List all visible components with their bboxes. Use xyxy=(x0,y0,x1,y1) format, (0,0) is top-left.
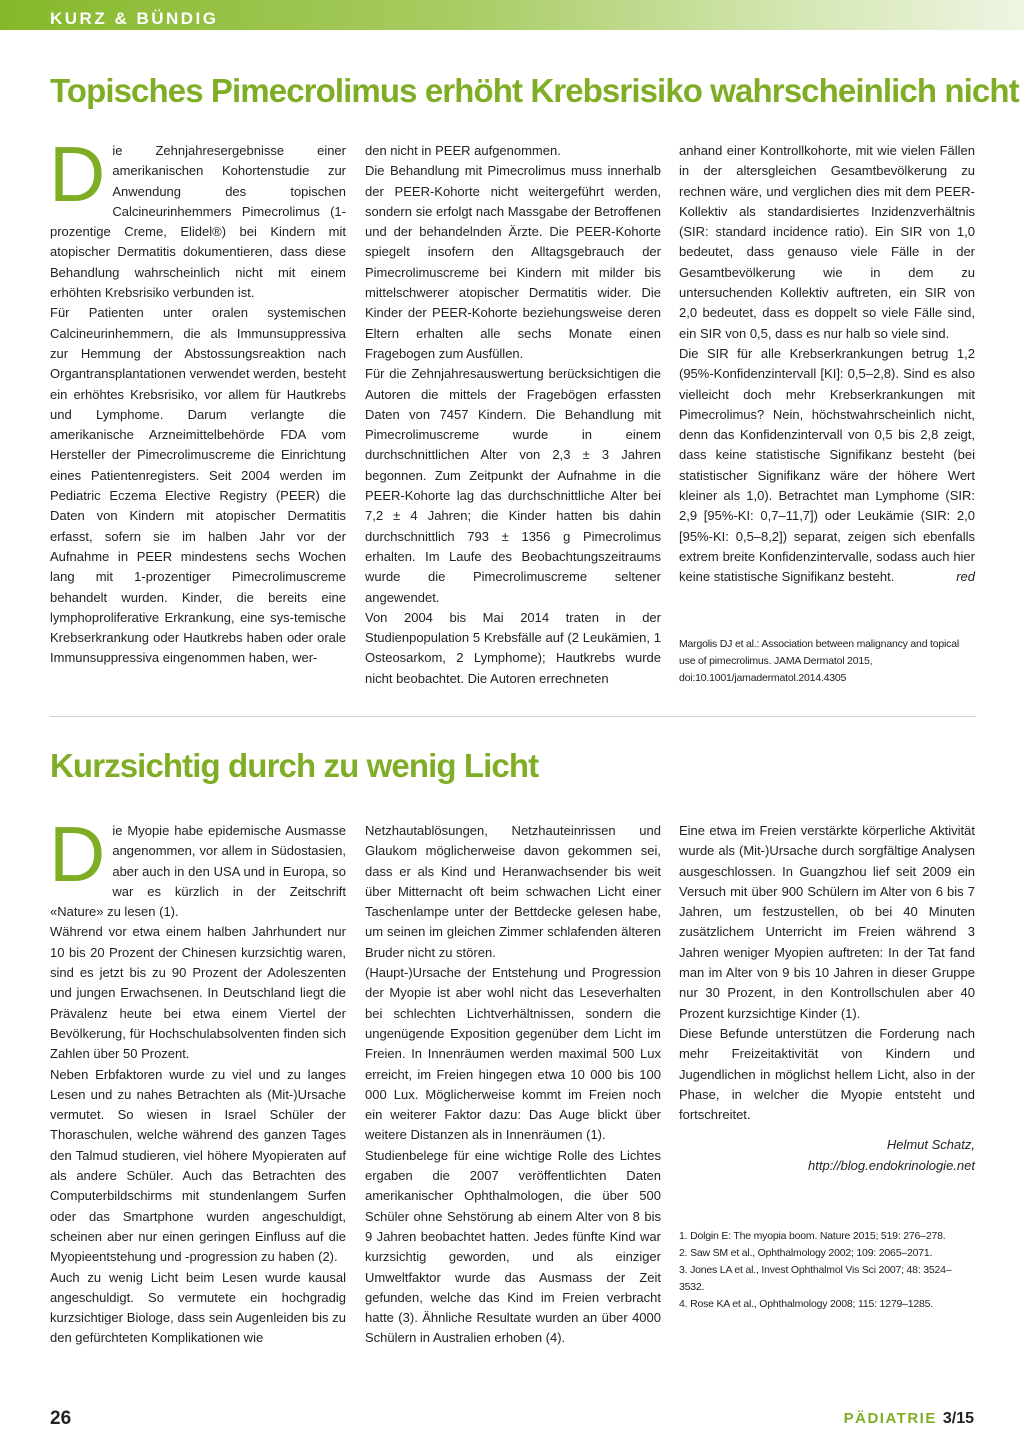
article2-author: Helmut Schatz, xyxy=(886,1137,975,1153)
article1-dropcap: D xyxy=(49,130,106,218)
paragraph: Von 2004 bis Mai 2014 traten in der Studienpopulation 5 Krebsfälle auf (2 Leukämien, 1 Osteosarkom, 2 Lymphome); Hautkrebs wurde nicht beobachtet. Die Autoren errechneten xyxy=(365,609,661,686)
article2-author-url: http://blog.endokrinologie.net xyxy=(808,1157,975,1173)
section-divider xyxy=(50,716,976,717)
section-label: KURZ & BÜNDIG xyxy=(50,9,219,28)
paragraph: (Haupt-)Ursache der Entstehung und Progression der Myopie ist aber wohl nicht das Leseverhalten bei schlechten Lichtverhältnissen, sondern die ungenügende Exposition gegenüber dem Licht im Freien. In Innenräumen werden maximal 500 Lux erreicht, im Freien hingegen etwa 10 000 bis 100 000 Lux. Möglicherweise kommt im Freien noch ein weiterer Faktor dazu: Das Auge blickt über weitere Distanzen als in Innenräumen (1). xyxy=(365,965,661,1143)
paragraph: Die Behandlung mit Pimecrolimus muss innerhalb der PEER-Kohorte nicht weitergeführt werden, sondern sie erfolgt nach Massgabe der Betroffenen und der behandelnden Ärzte. Die PEER-Kohorte spiegelt insofern den Alltagsgebrauch der Pimecrolimuscreme bei Kindern mit milder bis mittelschwerer atopischer Dermatitis wider. Die Kinder der PEER-Kohorte beziehungsweise deren Eltern erhalten alle sechs Monate einen Fragebogen zum Ausfüllen. xyxy=(365,163,661,361)
paragraph: Für Patienten unter oralen systemischen Calcineurinhemmern, die als Immunsuppressiva zur Hemmung der Abstossungsreaktion nach Organtransplantationen verwendet werden, besteht ein erhöhtes Krebsrisiko, vor allem für Hautkrebs und Lymphome. Darum verlangte die amerikanische Arzneimittelbehörde FDA vom Hersteller der Pimecrolimuscreme die Einrichtung eines Patientenregisters. Seit 2004 werden im Pediatric Eczema Elective Registry (PEER) die Daten von Kindern mit atopischer Dermatitis erfasst, sofern sie im halben Jahr vor der Aufnahme in PEER mindestens sechs Wochen lang mit 1-prozentiger Pimecrolimuscreme behandelt wurden. Kinder, die bereits eine lymphoproliferative Erkrankung, eine sys-temische Krebserkrankung oder Hautkrebs haben oder orale Immunsuppressiva eingenommen haben, wer- xyxy=(50,305,346,666)
article2-title: Kurzsichtig durch zu wenig Licht xyxy=(50,747,539,784)
paragraph: Die SIR für alle Krebserkrankungen betrug 1,2 (95%-Konfidenzintervall [KI]: 0,5–2,8). Sind es also vielleicht doch mehr Krebserkrankungen mit Pimecrolimus? Nein, höchstwahrscheinlich nicht, denn das Konfidenzintervall von 0,5 bis 2,8 zeigt, dass keine statistische Signifikanz besteht (bei statistischer Signifikanz wäre der höhere Wert kleiner als 1,0). Betrachtet man Lymphome (SIR: 2,9 [95%-KI: 0,7–11,7]) oder Leukämie (SIR: 2,0 [95%-KI: 0,5–8,2]) separat, zeigen sich ebenfalls extrem breite Konfidenzintervalle, sodass auch hier keine statistische Signifikanz besteht. xyxy=(679,345,975,585)
article1-column-2 xyxy=(365,141,661,689)
reference-item: 1. Dolgin E: The myopia boom. Nature 2015; 519: 276–278. xyxy=(679,1230,946,1242)
paragraph: ie Myopie habe epidemische Ausmasse angenommen, vor allem in Südostasien, aber auch in den USA und in Europa, so war es kürzlich in der Zeitschrift «Nature» zu lesen (1). xyxy=(50,823,346,920)
article1-column-1 xyxy=(49,130,346,669)
paragraph: anhand einer Kontrollkohorte, mit wie vielen Fällen in der altersgleichen Gesamtbevölkerung zu rechnen wäre, und verglichen dies mit dem PEER-Kollektiv als standardisiertes Inzidenzverhältnis (SIR: standard incidence ratio). Ein SIR von 1,0 bedeutet, dass genauso viele Fälle in der Gesamtbevölkerung wie in dem zu untersuchenden Kollektiv auftreten, ein SIR von 2,0 bedeutet, dass es doppelt so viele Fälle sind, ein SIR von 0,5, dass es nur halb so viele sind. xyxy=(679,143,975,341)
paragraph: Diese Befunde unterstützen die Forderung nach mehr Freizeitaktivität von Kindern und Jugendlichen in möglichst hellem Licht, also in der Phase, in welcher die Myopie entsteht und fortschreitet. xyxy=(679,1025,975,1123)
paragraph: den nicht in PEER aufgenommen. xyxy=(365,143,561,158)
journal-footer xyxy=(844,1410,974,1428)
article2-column-2 xyxy=(365,821,661,1349)
reference-item: 3. Jones LA et al., Invest Ophthalmol Vis Sci 2007; 48: 3524–3532. xyxy=(679,1264,952,1293)
section-header-bar xyxy=(0,0,1024,30)
paragraph: Netzhautablösungen, Netzhauteinrissen und Glaukom möglicherweise davon gekommen sei, dass er als Kind und Heranwachsender bis weit über Mitternacht oft beim schwachen Licht einer Taschenlampe unter der Bettdecke gelesen habe, um seinen im gleichen Zimmer schlafenden älteren Bruder nicht zu stören. xyxy=(365,823,661,960)
article1-author: red xyxy=(956,569,975,585)
paragraph: Während vor etwa einem halben Jahrhundert nur 10 bis 20 Prozent der Chinesen kurzsichtig waren, sind es jetzt bis zu 90 Prozent der Adoleszenten und jungen Erwachsenen. In Deutschland liegt die Prävalenz heute bei etwa einem Viertel der Bevölkerung, für Hochschulabsolventen finden sich Zahlen über 50 Prozent. xyxy=(50,924,346,1062)
reference-item: 4. Rose KA et al., Ophthalmology 2008; 115: 1279–1285. xyxy=(679,1298,934,1310)
reference-item: 2. Saw SM et al., Ophthalmology 2002; 109: 2065–2071. xyxy=(679,1247,933,1259)
page-number: 26 xyxy=(50,1408,72,1429)
paragraph: ie Zehnjahresergebnisse einer amerikanischen Kohortenstudie zur Anwendung des topischen Calcineurinhemmers Pimecrolimus (1-prozentige Creme, Elidel®) bei Kindern mit atopischer Dermatitis dokumentieren, dass diese Behandlung wahrscheinlich nicht mit einem erhöhten Krebsrisiko verbunden ist. xyxy=(50,143,346,301)
article2-references xyxy=(679,1228,975,1313)
paragraph: Für die Zehnjahresauswertung berücksichtigen die Autoren die mittels der Fragebögen erfassten Daten von 7457 Kindern. Die Behandlung mit Pimecrolimuscreme wurde in einem durchschnittlichen Alter von 2,3 ± 3 Jahren begonnen. Zum Zeitpunkt der Aufnahme in die PEER-Kohorte lag das durchschnittliche Alter bei 7,2 ± 4 Jahren; die Kinder hatten bis dahin durchschnittlich 793 ± 1356 g Pimecrolimus erhalten. Im Laufe des Beobachtungszeitraums wurde die Pimecrolimuscreme seltener angewendet. xyxy=(365,366,661,605)
article2-dropcap: D xyxy=(49,810,106,898)
paragraph: Eine etwa im Freien verstärkte körperliche Aktivität wurde als (Mit-)Ursache durch sorgfältige Analysen ausgeschlossen. In Guangzhou lief seit 2009 ein Versuch mit über 900 Schülern im Alter von 6 bis 7 Jahren, um festzustellen, ob bei 40 Minuten zusätzlichem Unterricht im Freien während 3 Jahren weniger Myopien auftreten: In der Tat fand man im Alter von 9 bis 10 Jahren in dieser Gruppe nur 30 Prozent, in den Kontrollschulen aber 40 Prozent kurzsichtige Kinder (1). xyxy=(679,823,975,1021)
issue-number: 3/15 xyxy=(942,1410,974,1427)
article1-title: Topisches Pimecrolimus erhöht Krebsrisiko wahrscheinlich nicht xyxy=(50,72,1019,109)
paragraph: Neben Erbfaktoren wurde zu viel und zu langes Lesen und zu nahes Betrachten als (Mit-)Ursache vermutet. So wiesen in Israel Schüler der Thoraschulen, welche während des ganzen Tages den Talmud studieren, viel höhere Myopieraten auf als andere Schüler. Auch das Betrachten des Computerbildschirms mit stundenlangem Surfen oder das Smartphone wurden angeschuldigt, scheinen aber nur einen geringen Einfluss auf die Myopieentstehung und -progression zu haben (2). xyxy=(50,1066,346,1265)
article2-column-3 xyxy=(679,821,975,1176)
paragraph: Auch zu wenig Licht beim Lesen wurde kausal angeschuldigt. So vermutete ein hochgradig kurzsichtiger Biologe, dass sein Augenleiden bis zu den gefürchteten Komplikationen wie xyxy=(50,1269,346,1346)
article2-column-1 xyxy=(49,810,346,1349)
article1-column-3 xyxy=(679,141,975,588)
journal-name: PÄDIATRIE xyxy=(843,1410,937,1427)
article1-reference: Margolis DJ et al.: Association between malignancy and topical use of pimecrolimus. JAMA Dermatol 2015, doi:10.1001/jamadermatol.2014.4305 xyxy=(679,638,960,684)
paragraph: Studienbelege für eine wichtige Rolle des Lichtes ergaben die 2007 veröffentlichten Daten amerikanischer Ophthalmologen, die über 500 Schüler ohne Sehstörung ab einem Alter von 8 bis 9 Jahren beobachtet hatten. Jedes fünfte Kind war kurzsichtig geworden, und als einziger Umweltfaktor wurde das Ausmass der Zeit gefunden, welche das Kind im Freien verbracht hatte (3). Ähnliche Resultate wurden an über 4000 Schülern in Australien erhoben (4). xyxy=(365,1147,661,1346)
